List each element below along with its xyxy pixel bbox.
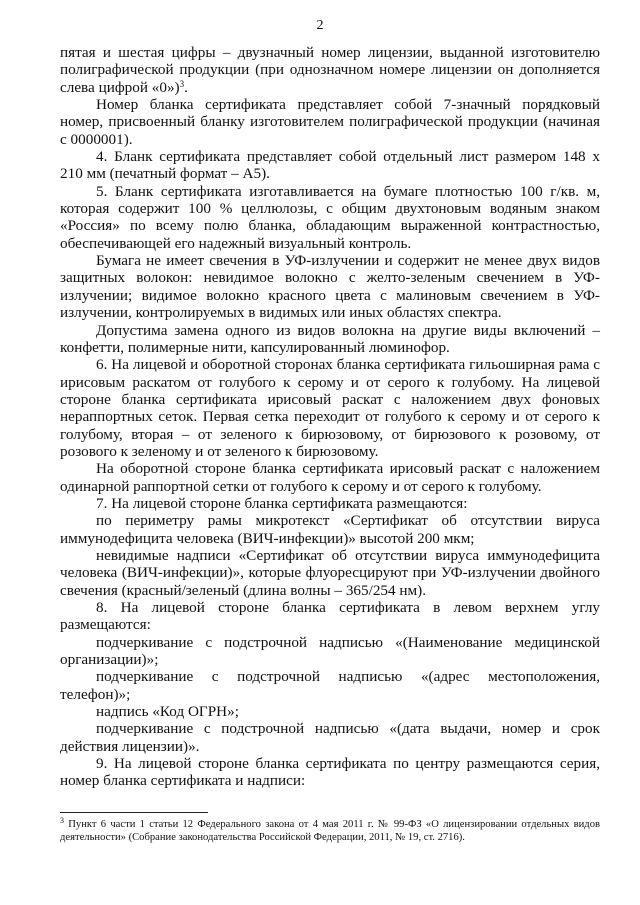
- footnote-reference[interactable]: 3: [179, 78, 185, 89]
- paragraph-tail: .: [184, 78, 188, 96]
- paragraph-item-5: 5. Бланк сертификата изготавливается на бумаге плотностью 100 г/кв. м, которая содержит 100 % целлюлозы, с общим двухтоновым водяным знаком «Россия» по всему полю бланка, обладающим выраженной контрастностью, обеспечивающей его надежный визуальный контроль.: [60, 182, 600, 252]
- paragraph-paper-fibers: Бумага не имеет свечения в УФ-излучении и содержит не менее двух видов защитных волокон: невидимое волокно с желто-зеленым свечением в УФ-излучении; видимое волокно красного цвета с малиновым свечением в УФ-излучении, контролируемых в видимых или иных областях спектра.: [60, 252, 600, 322]
- footnote: [60, 818, 600, 844]
- paragraph-microtext: по периметру рамы микротекст «Сертификат об отсутствии вируса иммунодефицита человека (ВИЧ-инфекции)» высотой 200 мкм;: [60, 512, 600, 547]
- paragraph-item-6: 6. На лицевой и оборотной сторонах бланка сертификата гильоширная рама с ирисовым раскатом от голубого к серому и от серого к голубому. На лицевой стороне бланка сертификата ирисовый раскат с наложением двух фоновых нераппортных сеток. Первая сетка переходит от голубого к серому и от серого к голубому, вторая – от зеленого к бирюзовому, от бирюзового к розовому, от розового к зеленому и от зеленого к бирюзовому.: [60, 356, 600, 460]
- paragraph-address: подчеркивание с подстрочной надписью «(адрес местоположения, телефон)»;: [60, 668, 600, 703]
- paragraph-item-4: 4. Бланк сертификата представляет собой отдельный лист размером 148 x 210 мм (печатный формат – А5).: [60, 148, 600, 183]
- paragraph-text: пятая и шестая цифры – двузначный номер лицензии, выданной изготовителю полиграфической продукции (при однозначном номере лицензии он дополняется слева цифрой «0»): [60, 44, 600, 96]
- document-body: [60, 44, 600, 790]
- paragraph-license-date: подчеркивание с подстрочной надписью «(дата выдачи, номер и срок действия лицензии)».: [60, 720, 600, 755]
- paragraph-invisible-inscriptions: невидимые надписи «Сертификат об отсутствии вируса иммунодефицита человека (ВИЧ-инфекции)», которые флуоресцируют при УФ-излучении двойного свечения (красный/зеленый (длина волны – 365/254 нм).: [60, 546, 600, 599]
- paragraph-blank-number: Номер бланка сертификата представляет собой 7-значный порядковый номер, присвоенный бланку изготовителем полиграфической продукции (начиная с 0000001).: [60, 96, 600, 148]
- footnote-mark: 3: [60, 816, 64, 825]
- footnote-divider: [60, 812, 208, 813]
- paragraph-reverse-side: На оборотной стороне бланка сертификата ирисовый раскат с наложением одинарной раппортной сетки от голубого к серому и от серого к голубому.: [60, 460, 600, 495]
- footnote-text: Пункт 6 части 1 статьи 12 Федерального закона от 4 мая 2011 г. № 99-ФЗ «О лицензировании отдельных видов деятельности» (Собрание законодательства Российской Федерации, 2011, № 19, ст. 2716).: [60, 819, 600, 843]
- paragraph-ogrn: надпись «Код ОГРН»;: [96, 703, 239, 721]
- page-number: 2: [316, 18, 324, 33]
- paragraph-license-digits: [60, 44, 600, 96]
- paragraph-item-9: 9. На лицевой стороне бланка сертификата по центру размещаются серия, номер бланка сертификата и надписи:: [60, 755, 600, 790]
- paragraph-org-name: подчеркивание с подстрочной надписью «(Наименование медицинской организации)»;: [60, 633, 600, 669]
- paragraph-fiber-replacement: Допустима замена одного из видов волокна на другие виды включений – конфетти, полимерные нити, капсулированный люминофор.: [60, 321, 600, 356]
- paragraph-item-8: 8. На лицевой стороне бланка сертификата в левом верхнем углу размещаются:: [60, 599, 600, 634]
- paragraph-item-7: 7. На лицевой стороне бланка сертификата размещаются:: [96, 494, 468, 512]
